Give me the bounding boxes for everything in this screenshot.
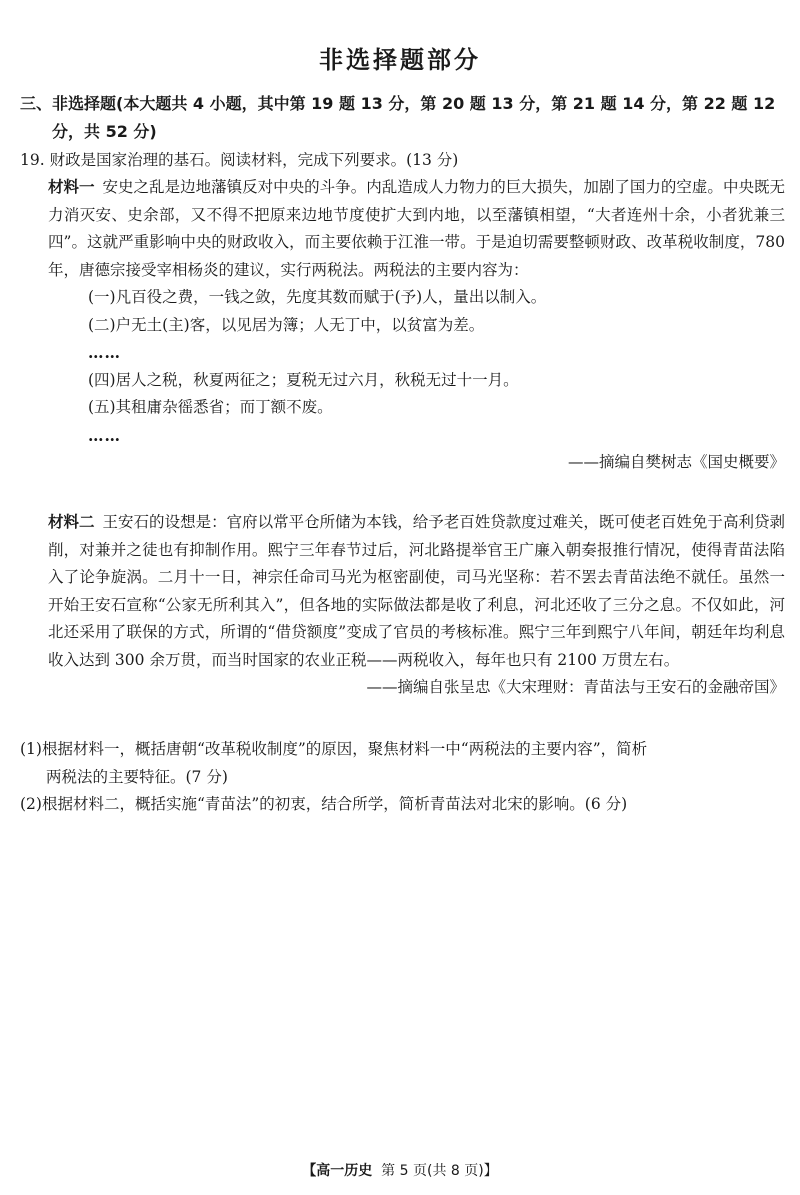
sub-question-1-line1: (1)根据材料一，概括唐朝“改革税收制度”的原因，聚焦材料一中“两税法的主要内容”，简析: [20, 740, 648, 758]
material-1-item: (一)凡百役之费，一钱之敛，先度其数而赋于(予)人，量出以制入。: [88, 288, 547, 306]
material-2-source: ——摘编自张呈忠《大宋理财：青苗法与王安石的金融帝国》: [366, 678, 785, 696]
material-1-text: 安史之乱是边地藩镇反对中央的斗争。内乱造成人力物力的巨大损失，加剧了国力的空虚。中央既无力消灭安、史余部，又不得不把原来边地节度使扩大到内地，以至藩镇相望，“大者连州十余，小者犹兼三四”。这就严重影响中央的财政收入，而主要依赖于江淮一带。于是迫切需要整顿财政、改革税收制度，780 年，唐德宗接受宰相杨炎的建议，实行两税法。两税法的主要内容为：: [48, 178, 785, 279]
material-2-text: 王安石的设想是：官府以常平仓所储为本钱，给予老百姓贷款度过难关，既可使老百姓免于高利贷剥削，对兼并之徒也有抑制作用。熙宁三年春节过后，河北路提举官王广廉入朝奏报推行情况，使得青苗法陷入了论争旋涡。二月十一日，神宗任命司马光为枢密副使，司马光坚称：若不罢去青苗法绝不就任。虽然一开始王安石宣称“公家无所利其入”，但各地的实际做法都是收了利息，河北还收了三分之息。不仅如此，河北还采用了联保的方式，所谓的“借贷额度”变成了官员的考核标准。熙宁三年到熙宁八年间，朝廷年均利息收入达到 300 余万贯，而当时国家的农业正税——两税收入，每年也只有 2100 万贯左右。: [48, 513, 785, 669]
material-1-ellipsis: ……: [88, 425, 121, 445]
material-1-ellipsis: ……: [88, 343, 121, 362]
question-19-stem: 19. 财政是国家治理的基石。阅读材料，完成下列要求。(13 分): [20, 151, 459, 169]
material-1-item: (二)户无土(主)客，以见居为簿；人无丁中，以贫富为差。: [88, 315, 485, 334]
footer-page-number: 第 5 页(共 8 页)】: [381, 1163, 498, 1179]
material-1-label: 材料一: [48, 178, 95, 196]
material-1-source: ——摘编自樊树志《国史概要》: [567, 453, 785, 471]
section-heading-line2: 分，共 52 分): [52, 122, 157, 141]
material-1: [48, 174, 785, 477]
footer-subject: 【高一历史: [302, 1163, 373, 1179]
material-2: [48, 509, 785, 702]
sub-question-2: (2)根据材料二，概括实施“青苗法”的初衷，结合所学，简析青苗法对北宋的影响。(6 分): [20, 795, 628, 813]
material-1-paragraph: [48, 174, 785, 284]
page-title: 非选择题部分: [319, 46, 481, 74]
page-footer: [0, 1160, 800, 1180]
sub-question-1-line2: 两税法的主要特征。(7 分): [46, 767, 228, 786]
sub-questions: [20, 736, 785, 819]
section-heading-line1: 三、非选择题(本大题共 4 小题，其中第 19 题 13 分，第 20 题 13 分，第 21 题 14 分，第 22 题 12: [20, 94, 776, 113]
material-1-item: (四)居人之税，秋夏两征之；夏税无过六月，秋税无过十一月。: [88, 370, 519, 389]
material-2-paragraph: [48, 509, 785, 674]
material-2-label: 材料二: [48, 513, 95, 531]
section-heading: [20, 90, 785, 146]
material-1-item: (五)其租庸杂徭悉省；而丁额不废。: [88, 398, 333, 416]
